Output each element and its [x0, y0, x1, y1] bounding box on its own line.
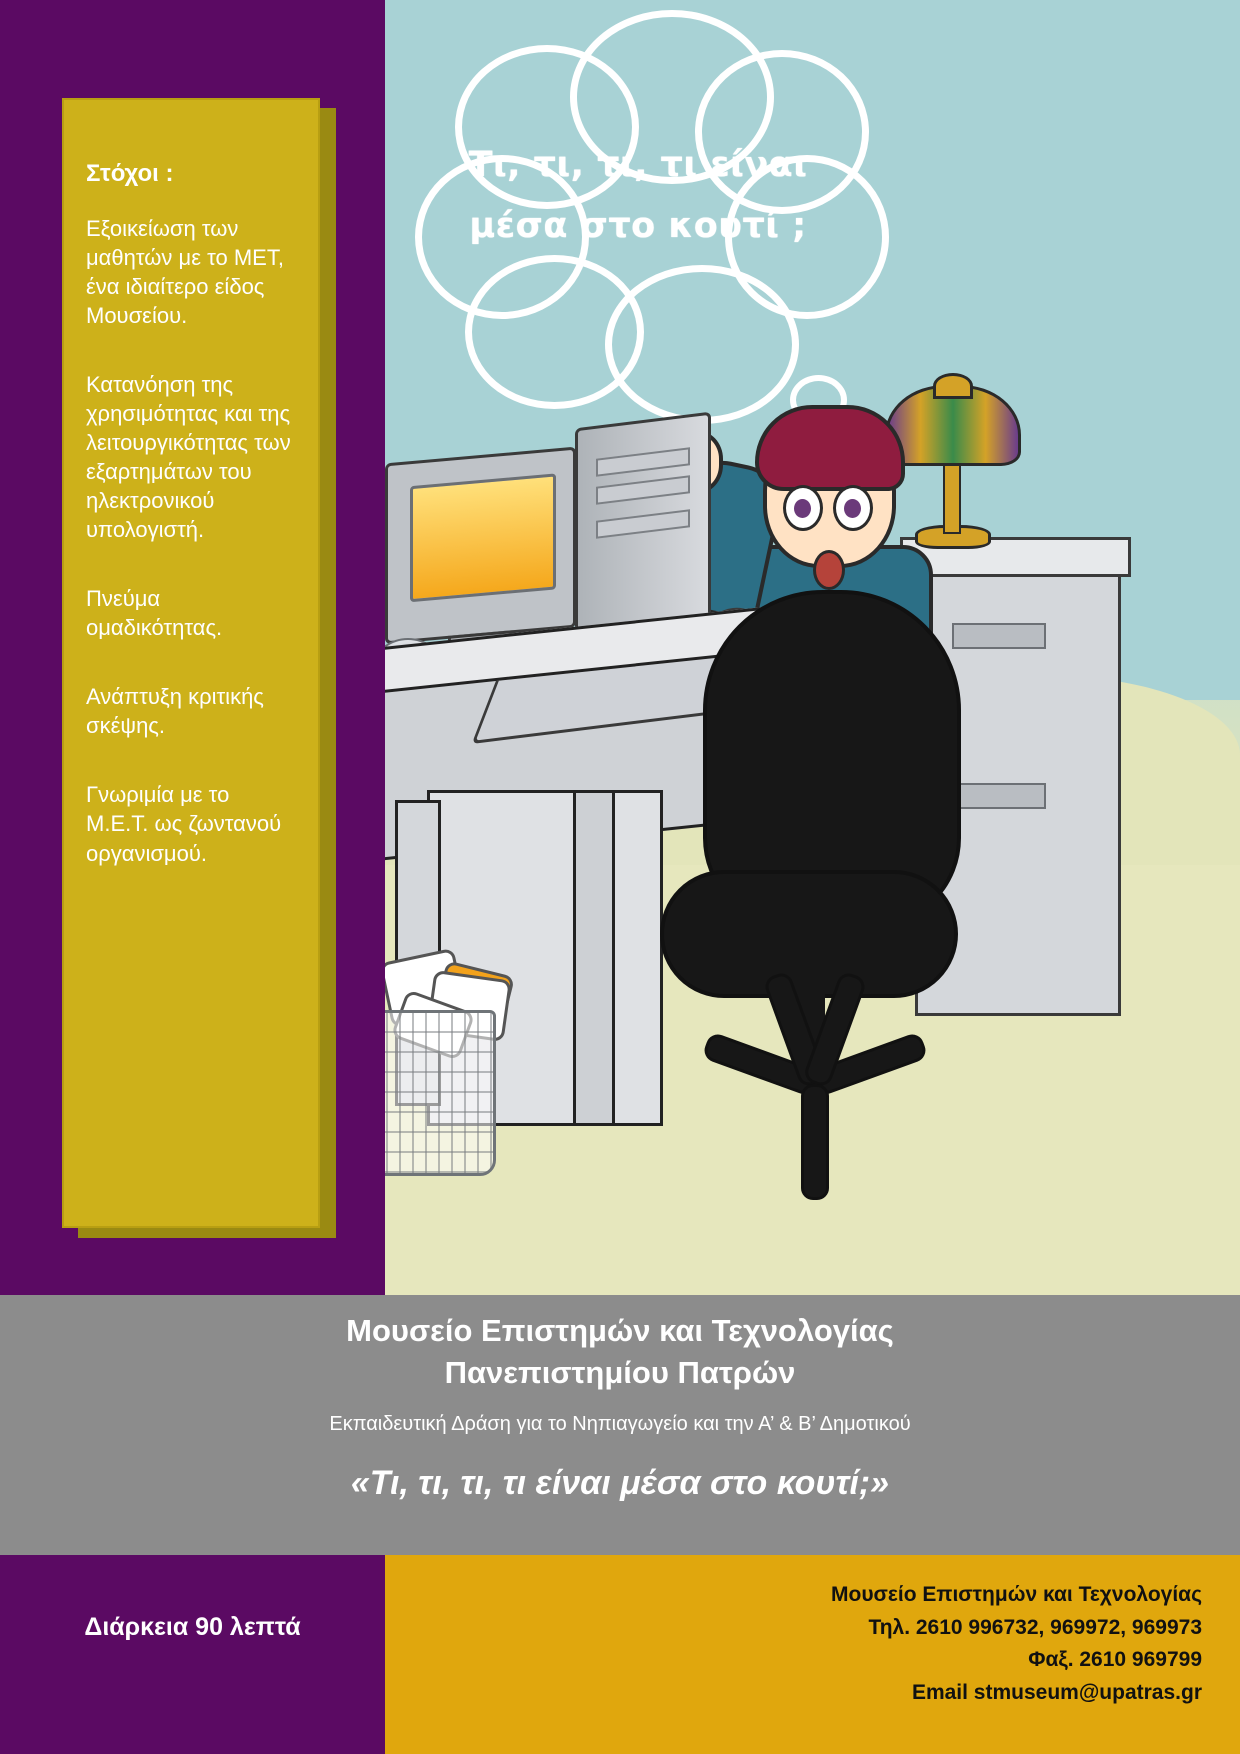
goal-item: Γνωριμία με το Μ.Ε.Τ. ως ζωντανού οργανισμού.	[86, 782, 282, 866]
footer-contact-block	[385, 1555, 1240, 1754]
footer-duration-block	[0, 1555, 385, 1754]
goal-item: Ανάπτυξη κριτικής σκέψης.	[86, 684, 264, 739]
museum-name-line1: Μουσείο Επιστημών και Τεχνολογίας	[346, 1313, 894, 1348]
banner-subtitle: Εκπαιδευτική Δράση για το Νηπιαγωγείο και την Α’ & Β’ Δημοτικού	[329, 1413, 911, 1435]
lamp-finial	[933, 373, 973, 399]
banner-section	[0, 1295, 1240, 1555]
contact-email[interactable]: Email stmuseum@upatras.gr	[911, 1680, 1202, 1704]
contact-museum-name: Μουσείο Επιστημών και Τεχνολογίας	[831, 1583, 1202, 1606]
goal-item: Εξοικείωση των μαθητών με το ΜΕΤ, ένα ιδιαίτερο είδος Μουσείου.	[86, 216, 284, 329]
banner-headline: «Τι, τι, τι, τι είναι μέσα στο κουτί;»	[350, 1464, 890, 1502]
thought-bubble-icon	[395, 5, 895, 435]
goal-item: Κατανόηση της χρησιμότητας και της λειτουργικότητας των εξαρτημάτων του ηλεκτρονικού υπολογιστή.	[86, 372, 291, 543]
goals-title: Στόχοι :	[86, 160, 174, 187]
lamp-stem	[943, 455, 961, 534]
boy-eye-left	[783, 485, 823, 531]
chair-legs	[705, 1030, 925, 1120]
boy-hair	[755, 405, 905, 491]
monitor-icon	[385, 447, 576, 645]
goal-item: Πνεύμα ομαδικότητας.	[86, 586, 223, 641]
duration-label: Διάρκεια 90 λεπτά	[84, 1613, 301, 1641]
goals-box	[62, 98, 320, 1228]
contact-phone: Τηλ. 2610 996732, 969972, 969973	[868, 1615, 1202, 1639]
boy-eye-right	[833, 485, 873, 531]
desk-leg-right	[573, 790, 615, 1126]
thought-bubble-text: Τι, τι, τι, τι είναι μέσα στο κουτί ;	[468, 145, 808, 247]
boy-mouth	[813, 550, 845, 590]
footer-section	[0, 1555, 1240, 1754]
illustration-scene	[385, 0, 1240, 1295]
contact-fax: Φαξ. 2610 969799	[1028, 1648, 1202, 1672]
museum-name-line2: Πανεπιστημίου Πατρών	[444, 1355, 796, 1390]
wastebasket-icon	[385, 1010, 496, 1176]
